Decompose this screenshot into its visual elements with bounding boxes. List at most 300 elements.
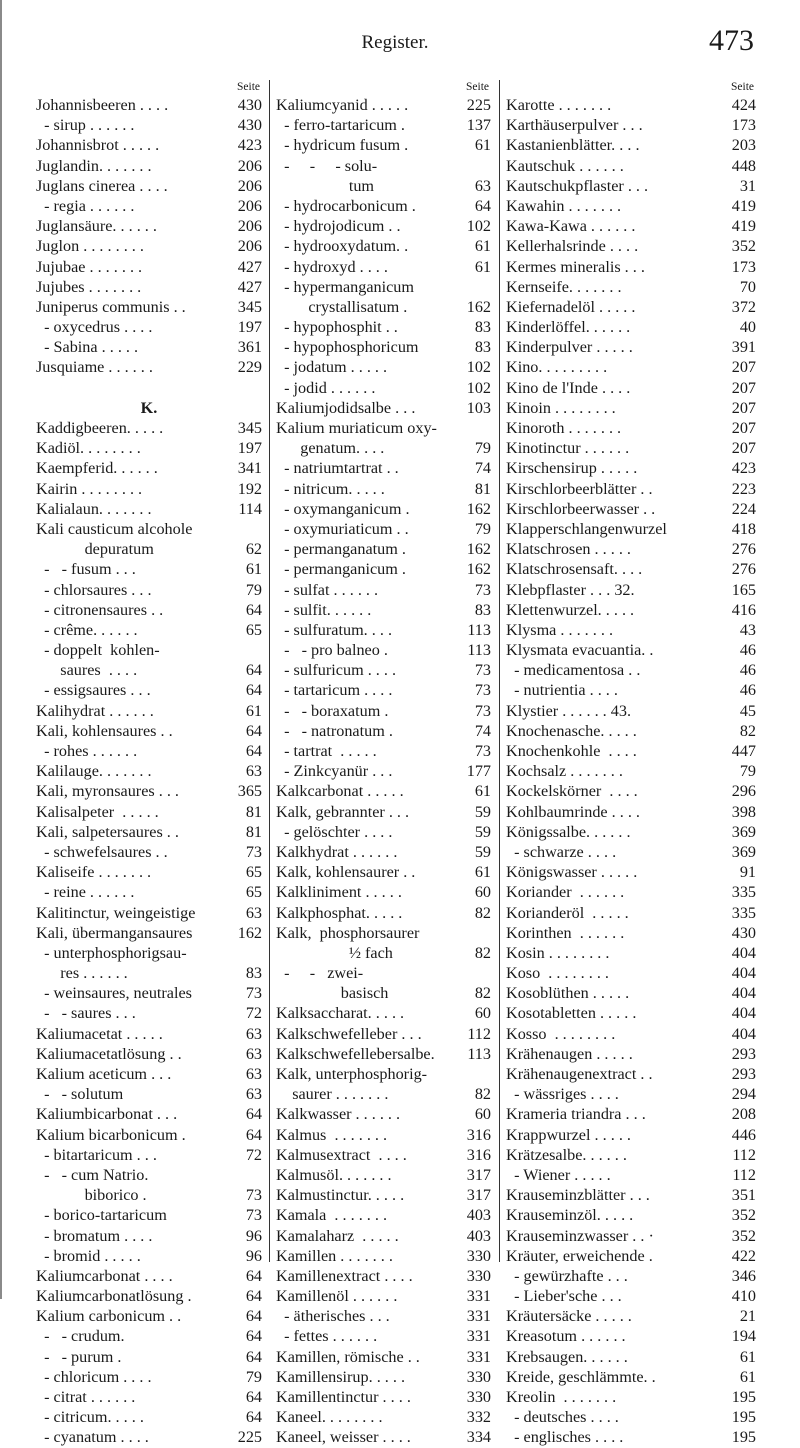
index-entry bbox=[276, 1407, 491, 1427]
entry-term: - - solutum bbox=[36, 1085, 124, 1104]
entry-page: 335 bbox=[731, 883, 756, 902]
entry-page: 372 bbox=[731, 297, 756, 316]
index-entry bbox=[506, 257, 756, 277]
entry-term: Knochenasche. . . . . bbox=[506, 721, 637, 740]
entry-term: crystallisatum . bbox=[276, 297, 408, 316]
index-entry bbox=[36, 519, 262, 539]
entry-term: Jusquiame . . . . . . bbox=[36, 358, 153, 377]
index-entry bbox=[506, 842, 756, 862]
index-entry bbox=[506, 317, 756, 337]
index-entry bbox=[36, 539, 262, 559]
entry-term: Kalk, phosphorsaurer bbox=[276, 923, 420, 942]
entry-term: Klapperschlangenwurzel bbox=[506, 519, 667, 538]
entry-page: 60 bbox=[474, 1105, 491, 1124]
page-edge-line bbox=[0, 0, 2, 1299]
index-entry bbox=[276, 923, 491, 943]
entry-term: - borico-tartaricum bbox=[36, 1206, 167, 1225]
index-entry bbox=[276, 1125, 491, 1145]
entry-term: - bitartaricum . . . bbox=[36, 1145, 157, 1164]
entry-term: Kamillensirup. . . . . bbox=[276, 1367, 406, 1386]
index-entry bbox=[276, 761, 491, 781]
entry-page: 341 bbox=[237, 459, 262, 478]
entry-term: - - saures . . . bbox=[36, 1004, 136, 1023]
index-entry bbox=[506, 600, 756, 620]
index-entry bbox=[506, 357, 756, 377]
entry-term: - deutsches . . . . bbox=[506, 1408, 619, 1427]
entry-term: Kamillenextract . . . . bbox=[276, 1266, 413, 1285]
entry-page: 419 bbox=[731, 217, 756, 236]
entry-term: Juniperus communis . . bbox=[36, 297, 186, 316]
entry-page: 63 bbox=[245, 903, 262, 922]
index-entry bbox=[276, 1266, 491, 1286]
entry-page: 81 bbox=[245, 802, 262, 821]
entry-page: 423 bbox=[731, 459, 756, 478]
entry-term: Juglans cinerea . . . . bbox=[36, 176, 168, 195]
index-entry bbox=[36, 600, 262, 620]
entry-page: 82 bbox=[474, 984, 491, 1003]
entry-page: 197 bbox=[237, 439, 262, 458]
entry-term: Kawahin . . . . . . . bbox=[506, 196, 622, 215]
index-entry bbox=[276, 983, 491, 1003]
entry-term: Kaneel. . . . . . . . bbox=[276, 1408, 383, 1427]
entry-page: 102 bbox=[466, 358, 491, 377]
entry-term: - gelöschter . . . . bbox=[276, 822, 393, 841]
index-entry bbox=[276, 438, 491, 458]
index-entry bbox=[36, 559, 262, 579]
entry-page: 162 bbox=[466, 499, 491, 518]
index-entry bbox=[276, 196, 491, 216]
index-entry bbox=[276, 1084, 491, 1104]
entry-term: - crême. . . . . . bbox=[36, 620, 138, 639]
entry-page: 418 bbox=[731, 519, 756, 538]
entry-term: depuratum bbox=[36, 540, 154, 559]
entry-term: - englisches . . . . bbox=[506, 1428, 624, 1447]
index-entry bbox=[276, 236, 491, 256]
index-entry bbox=[36, 620, 262, 640]
index-entry bbox=[506, 479, 756, 499]
entry-term: Kamillen, römische . . bbox=[276, 1347, 420, 1366]
entry-term: Kernseife. . . . . . . bbox=[506, 277, 622, 296]
index-entry bbox=[36, 943, 262, 963]
entry-page: 61 bbox=[474, 782, 491, 801]
index-entry bbox=[506, 1064, 756, 1084]
index-entry bbox=[506, 963, 756, 983]
entry-term: - chloricum . . . . bbox=[36, 1367, 152, 1386]
entry-term: - doppelt kohlen- bbox=[36, 641, 160, 660]
entry-term: Kamillentinctur . . . . bbox=[276, 1388, 411, 1406]
index-entry bbox=[506, 660, 756, 680]
entry-page: 63 bbox=[474, 176, 491, 195]
entry-page: 447 bbox=[731, 742, 756, 760]
entry-term: Kosoblüthen . . . . . bbox=[506, 984, 630, 1003]
entry-term: Kamillen . . . . . . . bbox=[276, 1246, 393, 1265]
index-entry bbox=[36, 741, 262, 761]
entry-page: 61 bbox=[739, 1367, 756, 1386]
index-entry bbox=[506, 1286, 756, 1306]
entry-term: - bromid . . . . . bbox=[36, 1246, 141, 1265]
entry-page: 404 bbox=[731, 984, 756, 1003]
entry-page: 345 bbox=[237, 297, 262, 316]
entry-term: - hypophosphoricum bbox=[276, 338, 419, 357]
index-entry bbox=[276, 1064, 491, 1084]
index-entry bbox=[506, 1427, 756, 1447]
entry-term: - sulfit. . . . . . bbox=[276, 600, 372, 619]
entry-page: 113 bbox=[467, 641, 491, 660]
entry-term: Kalkschwefelleber . . . bbox=[276, 1024, 422, 1043]
entry-term: - nitricum. . . . . bbox=[276, 479, 385, 498]
entry-term: Kreasotum . . . . . . bbox=[506, 1327, 626, 1346]
entry-term: Johannisbrot . . . . . bbox=[36, 136, 160, 155]
entry-page: 83 bbox=[245, 964, 262, 983]
index-column-1 bbox=[36, 80, 262, 1448]
entry-term: Kaliumacetatlösung . . bbox=[36, 1044, 182, 1063]
entry-page: 391 bbox=[731, 338, 756, 357]
entry-term: Kalmus . . . . . . . bbox=[276, 1125, 388, 1144]
index-entry bbox=[276, 963, 491, 983]
entry-page: 103 bbox=[466, 398, 491, 417]
entry-term: - gewürzhafte . . . bbox=[506, 1266, 628, 1285]
entry-page: 162 bbox=[466, 560, 491, 579]
entry-term: - - zwei- bbox=[276, 964, 364, 983]
index-entry bbox=[36, 95, 262, 115]
index-entry bbox=[506, 1145, 756, 1165]
entry-term: Kinotinctur . . . . . . bbox=[506, 439, 630, 458]
entry-term: - fettes . . . . . . bbox=[276, 1327, 378, 1346]
entry-term: Korianderöl . . . . . bbox=[506, 903, 629, 922]
entry-page: 403 bbox=[466, 1206, 491, 1225]
entry-page: 73 bbox=[245, 1206, 262, 1225]
index-entry bbox=[506, 277, 756, 297]
entry-page: 197 bbox=[237, 318, 262, 337]
entry-page: 276 bbox=[731, 540, 756, 559]
entry-page: 173 bbox=[731, 116, 756, 135]
index-entry bbox=[36, 1306, 262, 1326]
entry-page: 61 bbox=[245, 560, 262, 579]
index-entry bbox=[276, 1044, 491, 1064]
index-entry bbox=[276, 257, 491, 277]
index-entry bbox=[276, 1286, 491, 1306]
entry-term: Kaliumcarbonatlösung . bbox=[36, 1287, 192, 1306]
index-entry bbox=[506, 923, 756, 943]
index-entry bbox=[506, 1165, 756, 1185]
entry-term: - wässriges . . . . bbox=[506, 1085, 619, 1104]
entry-term: K. bbox=[140, 398, 158, 417]
entry-term: - regia . . . . . . bbox=[36, 196, 135, 215]
entry-page: 330 bbox=[466, 1246, 491, 1265]
entry-term: Kirschlorbeerwasser . . bbox=[506, 499, 656, 518]
seite-label: Seite bbox=[731, 81, 754, 93]
index-entry bbox=[276, 1306, 491, 1326]
entry-term: Kalkphosphat. . . . . bbox=[276, 903, 403, 922]
index-entry bbox=[276, 903, 491, 923]
entry-term: Klysma . . . . . . . bbox=[506, 620, 614, 639]
entry-term: - sulfuratum. . . . bbox=[276, 620, 392, 639]
index-entry bbox=[276, 479, 491, 499]
index-entry bbox=[276, 378, 491, 398]
entry-page: 207 bbox=[731, 439, 756, 458]
entry-page: 63 bbox=[245, 1085, 262, 1104]
entry-page: 73 bbox=[474, 701, 491, 720]
index-entry bbox=[36, 781, 262, 801]
index-entry bbox=[276, 862, 491, 882]
index-entry bbox=[36, 1326, 262, 1346]
entry-term: - schwarze . . . . bbox=[506, 842, 617, 861]
index-entry bbox=[506, 539, 756, 559]
entry-term: Koso . . . . . . . . bbox=[506, 964, 609, 983]
entry-term: Kalmusöl. . . . . . . bbox=[276, 1165, 392, 1184]
index-entry bbox=[276, 1326, 491, 1346]
entry-page: 195 bbox=[731, 1428, 756, 1447]
index-entry bbox=[36, 317, 262, 337]
index-entry bbox=[36, 1427, 262, 1447]
entry-term: - - - solu- bbox=[276, 156, 378, 175]
entry-page: 207 bbox=[731, 419, 756, 437]
index-entry bbox=[506, 1387, 756, 1407]
index-entry bbox=[506, 499, 756, 519]
entry-term: - bromatum . . . . bbox=[36, 1226, 153, 1245]
entry-term: Krauseminzöl. . . . . bbox=[506, 1206, 634, 1225]
index-entry bbox=[276, 721, 491, 741]
entry-page: 404 bbox=[731, 1024, 756, 1043]
entry-term: - oxymuriaticum . . bbox=[276, 519, 409, 538]
entry-term: - jodatum . . . . . bbox=[276, 358, 388, 377]
entry-term: Kaliumcyanid . . . . . bbox=[276, 96, 409, 114]
entry-page: 203 bbox=[731, 136, 756, 155]
entry-page: 79 bbox=[474, 519, 491, 538]
entry-term: - - cum Natrio. bbox=[36, 1165, 149, 1184]
entry-term: Kalilauge. . . . . . . bbox=[36, 762, 152, 781]
entry-term: - hydricum fusum . bbox=[276, 136, 409, 155]
entry-page: 64 bbox=[245, 1388, 262, 1406]
entry-page: 79 bbox=[245, 580, 262, 599]
entry-term: - - fusum . . . bbox=[36, 560, 136, 579]
entry-page: 424 bbox=[731, 96, 756, 114]
index-entry bbox=[276, 882, 491, 902]
index-entry bbox=[506, 620, 756, 640]
index-entry bbox=[506, 580, 756, 600]
entry-page: 208 bbox=[731, 1105, 756, 1124]
entry-term: Kermes mineralis . . . bbox=[506, 257, 645, 276]
index-entry bbox=[276, 216, 491, 236]
index-entry bbox=[36, 499, 262, 519]
entry-term: - nutrientia . . . . bbox=[506, 681, 618, 700]
entry-term: Kalk, gebrannter . . . bbox=[276, 802, 410, 821]
entry-page: 83 bbox=[474, 600, 491, 619]
index-entry bbox=[506, 1266, 756, 1286]
entry-page: 64 bbox=[474, 196, 491, 215]
index-entry bbox=[506, 741, 756, 761]
index-entry bbox=[506, 95, 756, 115]
index-entry bbox=[36, 1185, 262, 1205]
entry-page: 81 bbox=[474, 479, 491, 498]
entry-term: Kalmustinctur. . . . . bbox=[276, 1186, 405, 1205]
index-entry bbox=[36, 1145, 262, 1165]
entry-page: 332 bbox=[466, 1408, 491, 1427]
index-entry bbox=[36, 1246, 262, 1266]
index-entry bbox=[276, 337, 491, 357]
index-entry bbox=[36, 1387, 262, 1407]
entry-term: Kautschukpflaster . . . bbox=[506, 176, 649, 195]
entry-page: 352 bbox=[731, 237, 756, 256]
entry-page: 352 bbox=[731, 1226, 756, 1245]
index-entry bbox=[36, 1125, 262, 1145]
index-entry bbox=[36, 458, 262, 478]
entry-term: Kalium aceticum . . . bbox=[36, 1065, 172, 1083]
index-entry bbox=[506, 458, 756, 478]
entry-page: 192 bbox=[237, 479, 262, 498]
entry-term: - - pro balneo . bbox=[276, 641, 388, 660]
index-entry bbox=[276, 297, 491, 317]
entry-page: 207 bbox=[731, 358, 756, 377]
entry-page: 430 bbox=[237, 96, 262, 114]
entry-page: 229 bbox=[237, 358, 262, 377]
entry-page: 112 bbox=[732, 1165, 756, 1184]
entry-page: 31 bbox=[739, 176, 756, 195]
entry-page: 61 bbox=[474, 257, 491, 276]
entry-page: 63 bbox=[245, 762, 262, 781]
index-entry bbox=[506, 1246, 756, 1266]
entry-page: 74 bbox=[474, 459, 491, 478]
entry-page: 334 bbox=[466, 1428, 491, 1447]
entry-page: 79 bbox=[474, 439, 491, 458]
entry-term: - sulfat . . . . . . bbox=[276, 580, 379, 599]
entry-page: 59 bbox=[474, 822, 491, 841]
entry-term: - citronensaures . . bbox=[36, 600, 164, 619]
entry-page: 206 bbox=[237, 196, 262, 215]
entry-term: Kalisalpeter . . . . . bbox=[36, 802, 159, 821]
index-entry bbox=[36, 196, 262, 216]
index-entry bbox=[506, 519, 756, 539]
entry-term: Kinderpulver . . . . . bbox=[506, 338, 633, 357]
entry-page: 70 bbox=[739, 277, 756, 296]
index-entry bbox=[36, 983, 262, 1003]
entry-term: Koriander . . . . . . bbox=[506, 883, 625, 902]
index-entry bbox=[506, 216, 756, 236]
index-entry bbox=[36, 1024, 262, 1044]
entry-page: 91 bbox=[739, 863, 756, 882]
entry-page: 61 bbox=[474, 237, 491, 256]
entry-term: - hypermanganicum bbox=[276, 277, 414, 296]
index-entry bbox=[276, 701, 491, 721]
entry-page: 351 bbox=[731, 1186, 756, 1205]
entry-page: 177 bbox=[466, 762, 491, 781]
entry-page: 74 bbox=[474, 721, 491, 740]
entry-page: 317 bbox=[466, 1165, 491, 1184]
entry-page: 60 bbox=[474, 883, 491, 902]
index-entry bbox=[36, 1165, 262, 1185]
index-entry bbox=[276, 156, 491, 176]
entry-term: Kosso . . . . . . . . bbox=[506, 1024, 616, 1043]
entry-term: Korinthen . . . . . . bbox=[506, 923, 625, 942]
entry-term: Kockelskörner . . . . bbox=[506, 782, 638, 801]
entry-term: Krätzesalbe. . . . . . bbox=[506, 1145, 627, 1164]
entry-page: 448 bbox=[731, 156, 756, 175]
index-entry bbox=[36, 1084, 262, 1104]
entry-page: 427 bbox=[237, 257, 262, 276]
page-title: Register. bbox=[361, 32, 429, 53]
entry-term: ½ fach bbox=[276, 943, 393, 962]
entry-term: Kali, salpetersaures . . bbox=[36, 822, 179, 841]
entry-page: 72 bbox=[245, 1004, 262, 1023]
index-entry bbox=[276, 1367, 491, 1387]
entry-page: 404 bbox=[731, 1004, 756, 1023]
index-entry bbox=[36, 418, 262, 438]
entry-page: 112 bbox=[732, 1145, 756, 1164]
entry-page: 225 bbox=[237, 1428, 262, 1447]
index-entry bbox=[506, 1125, 756, 1145]
index-entry bbox=[506, 1044, 756, 1064]
index-entry bbox=[276, 559, 491, 579]
entry-page: 430 bbox=[731, 923, 756, 942]
index-entry bbox=[506, 156, 756, 176]
entry-page: 64 bbox=[245, 1287, 262, 1306]
entry-page: 369 bbox=[731, 842, 756, 861]
entry-page: 82 bbox=[739, 721, 756, 740]
section-letter bbox=[36, 398, 262, 418]
entry-page: 61 bbox=[474, 863, 491, 882]
index-entry bbox=[276, 1387, 491, 1407]
entry-page: 82 bbox=[474, 943, 491, 962]
entry-page: 365 bbox=[237, 782, 262, 801]
entry-page: 65 bbox=[245, 863, 262, 882]
entry-term: - rohes . . . . . . bbox=[36, 742, 138, 760]
index-entry bbox=[36, 115, 262, 135]
entry-page: 63 bbox=[245, 1065, 262, 1083]
entry-page: 64 bbox=[245, 721, 262, 740]
entry-page: 83 bbox=[474, 338, 491, 357]
entry-page: 137 bbox=[466, 116, 491, 135]
entry-term: Kalkwasser . . . . . . bbox=[276, 1105, 401, 1124]
entry-page: 65 bbox=[245, 883, 262, 902]
index-entry bbox=[36, 1286, 262, 1306]
entry-page: 62 bbox=[245, 540, 262, 559]
entry-page: 73 bbox=[245, 984, 262, 1003]
entry-page: 330 bbox=[466, 1367, 491, 1386]
entry-page: 73 bbox=[474, 681, 491, 700]
entry-page: 46 bbox=[739, 641, 756, 660]
index-entry bbox=[506, 1003, 756, 1023]
entry-term: Kalk, unterphosphorig- bbox=[276, 1065, 428, 1083]
entry-page: 195 bbox=[731, 1388, 756, 1406]
index-entry bbox=[276, 600, 491, 620]
index-entry bbox=[36, 1226, 262, 1246]
entry-term: Jujubes . . . . . . . bbox=[36, 277, 142, 296]
entry-term: Kinoroth . . . . . . . bbox=[506, 419, 622, 437]
entry-term: - unterphosphorigsau- bbox=[36, 943, 187, 962]
entry-term: Knochenkohle . . . . bbox=[506, 742, 637, 760]
entry-page: 64 bbox=[245, 1105, 262, 1124]
index-entry bbox=[506, 1326, 756, 1346]
index-entry bbox=[276, 640, 491, 660]
index-entry bbox=[506, 1367, 756, 1387]
index-entry bbox=[36, 862, 262, 882]
entry-term: - - boraxatum . bbox=[276, 701, 389, 720]
entry-page: 64 bbox=[245, 1327, 262, 1346]
entry-term: Jujubae . . . . . . . bbox=[36, 257, 143, 276]
entry-term: - permanganatum . bbox=[276, 540, 406, 559]
page-number: 473 bbox=[709, 24, 754, 57]
entry-term: Kalkliniment . . . . . bbox=[276, 883, 402, 902]
entry-term: saures . . . . bbox=[36, 661, 138, 680]
entry-term: - - crudum. bbox=[36, 1327, 125, 1346]
entry-term: - sirup . . . . . . bbox=[36, 116, 135, 135]
index-entry bbox=[276, 277, 491, 297]
entry-page: 330 bbox=[466, 1266, 491, 1285]
index-entry bbox=[506, 398, 756, 418]
entry-page: 82 bbox=[474, 1085, 491, 1104]
entry-term: Kino. . . . . . . . . bbox=[506, 358, 608, 377]
index-entry bbox=[506, 862, 756, 882]
